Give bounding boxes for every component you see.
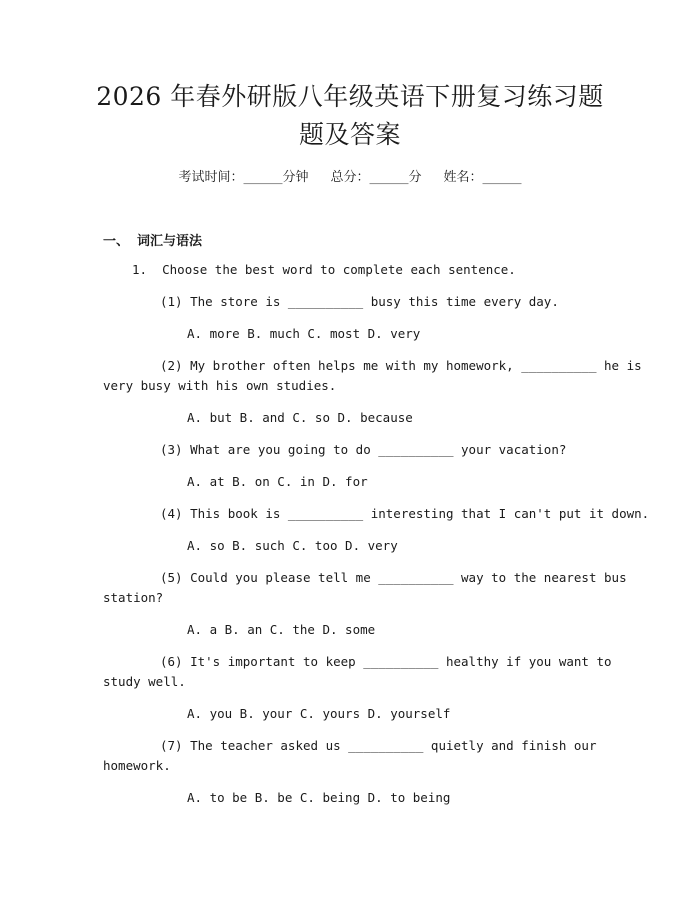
page-title [60,78,640,154]
section-heading [103,230,202,249]
answer-options: A. a B. an C. the D. some [187,622,376,637]
question-item [103,568,627,608]
question-text-continued: very busy with his own studies. [103,378,337,393]
question-item: (3) What are you going to do __________ your vacation? [160,442,567,457]
question-text-continued: study well. [103,674,186,689]
section-number: 一、 [103,234,130,249]
question-item [103,736,597,776]
question-text-continued: station? [103,590,164,605]
question-item: (1) The store is __________ busy this time every day. [160,294,559,309]
question-header [132,260,516,280]
question-text-continued: homework. [103,758,171,773]
section-title: 词汇与语法 [137,234,203,249]
exam-info [0,168,700,188]
question-prompt: Choose the best word to complete each sentence. [162,262,516,277]
question-text: (5) Could you please tell me __________ way to the nearest bus [160,570,627,585]
answer-options: A. you B. your C. yours D. yourself [187,706,451,721]
question-text: (6) It's important to keep __________ healthy if you want to [160,654,612,669]
question-text: (2) My brother often helps me with my homework, __________ he is [160,358,642,373]
exam-time: 考试时间：______分钟 [178,170,309,185]
question-item [103,652,612,692]
exam-total-score: 总分：______分 [330,170,422,185]
answer-options: A. more B. much C. most D. very [187,326,421,341]
question-item [103,356,642,396]
title-line-2: 题及答案 [298,120,401,149]
question-text: (7) The teacher asked us __________ quietly and finish our [160,738,597,753]
question-item: (4) This book is __________ interesting that I can't put it down. [160,506,650,521]
answer-options: A. to be B. be C. being D. to being [187,790,451,805]
answer-options: A. at B. on C. in D. for [187,474,368,489]
answer-options: A. so B. such C. too D. very [187,538,398,553]
exam-name-field: 姓名：______ [443,170,522,185]
question-number: 1. [132,262,148,277]
answer-options: A. but B. and C. so D. because [187,410,413,425]
title-line-1: 2026 年春外研版八年级英语下册复习练习题 [96,82,604,111]
